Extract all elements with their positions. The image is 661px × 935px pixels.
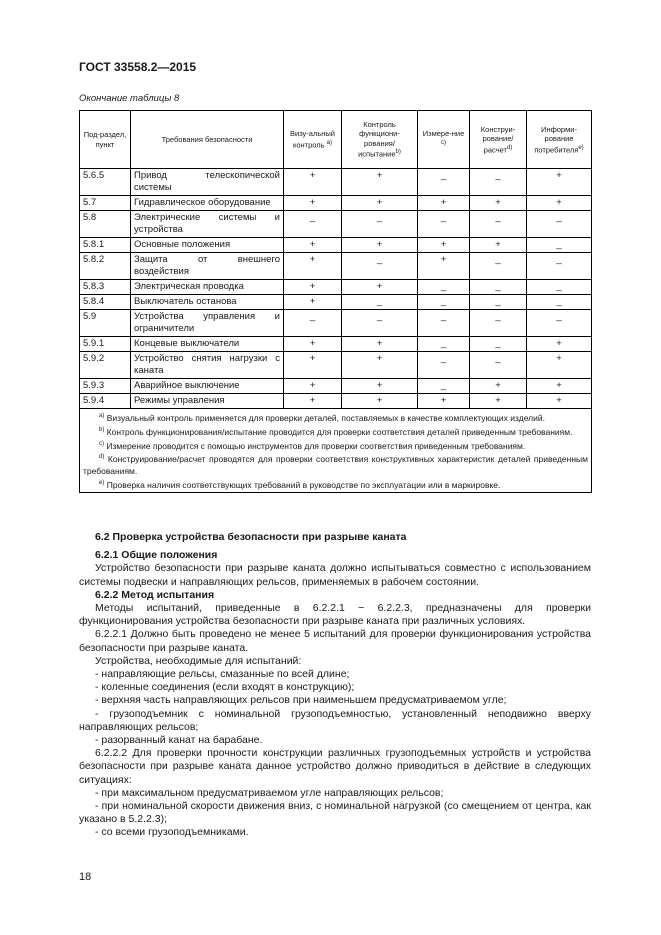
cell-requirement: Привод телескопической системы bbox=[131, 169, 284, 196]
cell-requirement: Выключатель останова bbox=[131, 295, 284, 310]
cell-measure: + bbox=[418, 253, 470, 280]
col-header-design: Конструи-рование/ расчет$^{d)}$ bbox=[470, 111, 527, 169]
table-row bbox=[80, 211, 592, 238]
cell-design: + bbox=[470, 196, 527, 211]
cell-requirement: Гидравлическое оборудование bbox=[131, 196, 284, 211]
cell-item: 5.9 bbox=[80, 310, 131, 337]
cell-info: _ bbox=[527, 310, 592, 337]
table-row bbox=[80, 169, 592, 196]
cell-measure: _ bbox=[418, 169, 470, 196]
cell-requirement: Концевые выключатели bbox=[131, 337, 284, 352]
cell-function: _ bbox=[342, 310, 418, 337]
cell-function: + bbox=[342, 337, 418, 352]
col-header-measure: Измере-ние $^{c)}$ bbox=[418, 111, 470, 169]
cell-measure: + bbox=[418, 238, 470, 253]
table-row bbox=[80, 280, 592, 295]
cell-info: _ bbox=[527, 211, 592, 238]
device-item: - разорванный канат на барабане. bbox=[95, 734, 263, 747]
note-text: Конструирование/расчет проводятся для проверки соответствия конструктивных характеристик деталей приведенным требованиям. bbox=[83, 454, 588, 477]
section-6-2-2-text: Методы испытаний, приведенные в 6.2.2.1 − 6.2.2.3, предназначены для проверки функционирования устройства безопасности при разрыве каната при различных условиях. bbox=[79, 602, 591, 628]
table-note bbox=[83, 477, 588, 491]
cell-visual: + bbox=[284, 196, 342, 211]
cell-requirement: Режимы управления bbox=[131, 394, 284, 409]
col-header-item: Под-раздел, пункт bbox=[80, 111, 131, 169]
cell-item: 5.7 bbox=[80, 196, 131, 211]
cell-measure: _ bbox=[418, 352, 470, 379]
cell-design: + bbox=[470, 379, 527, 394]
cell-info: _ bbox=[527, 280, 592, 295]
table-row bbox=[80, 352, 592, 379]
table-notes bbox=[80, 409, 592, 493]
cell-requirement: Аварийное выключение bbox=[131, 379, 284, 394]
cell-item: 5.8 bbox=[80, 211, 131, 238]
cell-design: _ bbox=[470, 280, 527, 295]
cell-design: _ bbox=[470, 310, 527, 337]
cell-item: 5.8.1 bbox=[80, 238, 131, 253]
cell-function: _ bbox=[342, 211, 418, 238]
table-note bbox=[83, 438, 588, 452]
cell-measure: + bbox=[418, 394, 470, 409]
cell-requirement: Устройства управления и ограничители bbox=[131, 310, 284, 337]
section-6-2-2-1-text: 6.2.2.1 Должно быть проведено не менее 5 испытаний для проверки функционирования устройства безопасности при разрыве каната. bbox=[79, 628, 591, 654]
cell-info: + bbox=[527, 394, 592, 409]
col-header-info: Информи-рование потребителя$^{e)}$ bbox=[527, 111, 592, 169]
cell-function: + bbox=[342, 196, 418, 211]
device-item: - грузоподъемник с номинальной грузоподъемностью, установленный неподвижно вверху направляющих рельсов; bbox=[79, 707, 591, 733]
table-notes-row bbox=[80, 409, 592, 493]
table-caption: Окончание таблицы 8 bbox=[79, 93, 180, 104]
cell-info: _ bbox=[527, 238, 592, 253]
situation-item: - со всеми грузоподъемниками. bbox=[95, 826, 249, 839]
cell-function: _ bbox=[342, 253, 418, 280]
cell-info: + bbox=[527, 352, 592, 379]
document-header: ГОСТ 33558.2—2015 bbox=[79, 60, 197, 74]
device-item: - направляющие рельсы, смазанные по всей длине; bbox=[95, 668, 350, 681]
cell-visual: + bbox=[284, 238, 342, 253]
note-text: Контроль функционирования/испытание проводится для проверки соответствия деталей приведенным требованиям. bbox=[106, 426, 573, 437]
cell-requirement: Основные положения bbox=[131, 238, 284, 253]
cell-requirement: Электрические системы и устройства bbox=[131, 211, 284, 238]
cell-visual: + bbox=[284, 169, 342, 196]
cell-item: 5.9.1 bbox=[80, 337, 131, 352]
cell-function: + bbox=[342, 352, 418, 379]
table-row bbox=[80, 253, 592, 280]
cell-design: _ bbox=[470, 352, 527, 379]
note-marker: d) bbox=[99, 454, 105, 461]
cell-item: 5.9.3 bbox=[80, 379, 131, 394]
note-text: Проверка наличия соответствующих требований в руководстве по эксплуатации или в маркировке. bbox=[106, 480, 501, 491]
cell-visual: + bbox=[284, 295, 342, 310]
cell-function: + bbox=[342, 379, 418, 394]
cell-info: + bbox=[527, 196, 592, 211]
col-header-visual: Визу-альный контроль $^{а)}$ bbox=[284, 111, 342, 169]
table-row bbox=[80, 196, 592, 211]
devices-intro: Устройства, необходимые для испытаний: bbox=[95, 654, 302, 667]
cell-info: + bbox=[527, 337, 592, 352]
cell-design: _ bbox=[470, 337, 527, 352]
table-note bbox=[83, 451, 588, 477]
table-row bbox=[80, 238, 592, 253]
safety-requirements-table bbox=[79, 110, 592, 493]
cell-function: + bbox=[342, 394, 418, 409]
cell-item: 5.8.2 bbox=[80, 253, 131, 280]
devices-list bbox=[79, 668, 591, 747]
cell-requirement: Устройство снятия нагрузки с каната bbox=[131, 352, 284, 379]
col-header-requirement: Требования безопасности bbox=[131, 111, 284, 169]
note-text: Визуальный контроль применяется для проверки деталей, поставляемых в качестве комплектующих изделий. bbox=[106, 412, 545, 423]
table-row bbox=[80, 379, 592, 394]
section-6-2-1-title: 6.2.1 Общие положения bbox=[95, 549, 218, 562]
cell-item: 5.8.4 bbox=[80, 295, 131, 310]
table-row bbox=[80, 394, 592, 409]
cell-visual: + bbox=[284, 394, 342, 409]
cell-measure: _ bbox=[418, 295, 470, 310]
cell-design: + bbox=[470, 238, 527, 253]
cell-design: + bbox=[470, 394, 527, 409]
cell-visual: + bbox=[284, 337, 342, 352]
section-body bbox=[79, 531, 591, 840]
cell-function: + bbox=[342, 169, 418, 196]
cell-info: _ bbox=[527, 295, 592, 310]
cell-design: _ bbox=[470, 295, 527, 310]
situation-item: - при номинальной скорости движения вниз, с номинальной нагрузкой (со смещением от центра, как указано в 5.2.2.3); bbox=[79, 800, 591, 826]
cell-info: _ bbox=[527, 253, 592, 280]
cell-requirement: Защита от внешнего воздействия bbox=[131, 253, 284, 280]
section-6-2-title: 6.2 Проверка устройства безопасности при разрыве каната bbox=[95, 531, 407, 543]
note-text: Измерение проводится с помощью инструментов для проверки соответствия приведенным требованиям. bbox=[106, 440, 526, 451]
cell-item: 5.6.5 bbox=[80, 169, 131, 196]
table-header-row bbox=[80, 111, 592, 169]
cell-requirement: Электрическая проводка bbox=[131, 280, 284, 295]
cell-measure: _ bbox=[418, 337, 470, 352]
device-item: - верхняя часть направляющих рельсов при наименьшем предусматриваемом угле; bbox=[95, 694, 507, 707]
cell-measure: _ bbox=[418, 310, 470, 337]
table-note bbox=[83, 410, 588, 424]
cell-design: _ bbox=[470, 211, 527, 238]
cell-visual: + bbox=[284, 379, 342, 394]
cell-visual: + bbox=[284, 280, 342, 295]
cell-item: 5.9.2 bbox=[80, 352, 131, 379]
situation-item: - при максимальном предусматриваемом угле направляющих рельсов; bbox=[95, 786, 444, 799]
cell-visual: _ bbox=[284, 211, 342, 238]
cell-item: 5.9.4 bbox=[80, 394, 131, 409]
col-header-function: Контроль функциони-рования/ испытание$^{b)}$ bbox=[342, 111, 418, 169]
cell-info: + bbox=[527, 169, 592, 196]
cell-measure: _ bbox=[418, 280, 470, 295]
cell-visual: + bbox=[284, 352, 342, 379]
cell-function: + bbox=[342, 238, 418, 253]
cell-item: 5.8.3 bbox=[80, 280, 131, 295]
situations-list bbox=[79, 787, 591, 840]
cell-design: _ bbox=[470, 253, 527, 280]
note-marker: а) bbox=[99, 413, 105, 419]
device-item: - коленные соединения (если входят в конструкцию); bbox=[95, 681, 355, 694]
cell-visual: _ bbox=[284, 310, 342, 337]
table-row bbox=[80, 337, 592, 352]
cell-visual: + bbox=[284, 253, 342, 280]
table-row bbox=[80, 310, 592, 337]
cell-function: + bbox=[342, 280, 418, 295]
section-6-2-2-2-text: 6.2.2.2 Для проверки прочности конструкции различных грузоподъемных устройств и устройства безопасности при разрыве каната данное устройство должно приводиться в действие в следующих ситуациях: bbox=[79, 747, 591, 786]
note-marker: e) bbox=[99, 480, 105, 487]
page-number: 18 bbox=[79, 871, 92, 883]
section-6-2-2-title: 6.2.2 Метод испытания bbox=[95, 588, 215, 601]
cell-info: + bbox=[527, 379, 592, 394]
table-note bbox=[83, 424, 588, 438]
section-6-2-1-text: Устройство безопасности при разрыве каната должно испытываться совместно с использованием системы подвески и направляющих рельсов, применяемых в рабочем состоянии. bbox=[79, 562, 591, 588]
cell-measure: + bbox=[418, 196, 470, 211]
cell-measure: _ bbox=[418, 379, 470, 394]
table-row bbox=[80, 295, 592, 310]
cell-measure: _ bbox=[418, 211, 470, 238]
note-marker: b) bbox=[99, 426, 105, 433]
cell-design: _ bbox=[470, 169, 527, 196]
note-marker: c) bbox=[99, 440, 104, 447]
cell-function: _ bbox=[342, 295, 418, 310]
